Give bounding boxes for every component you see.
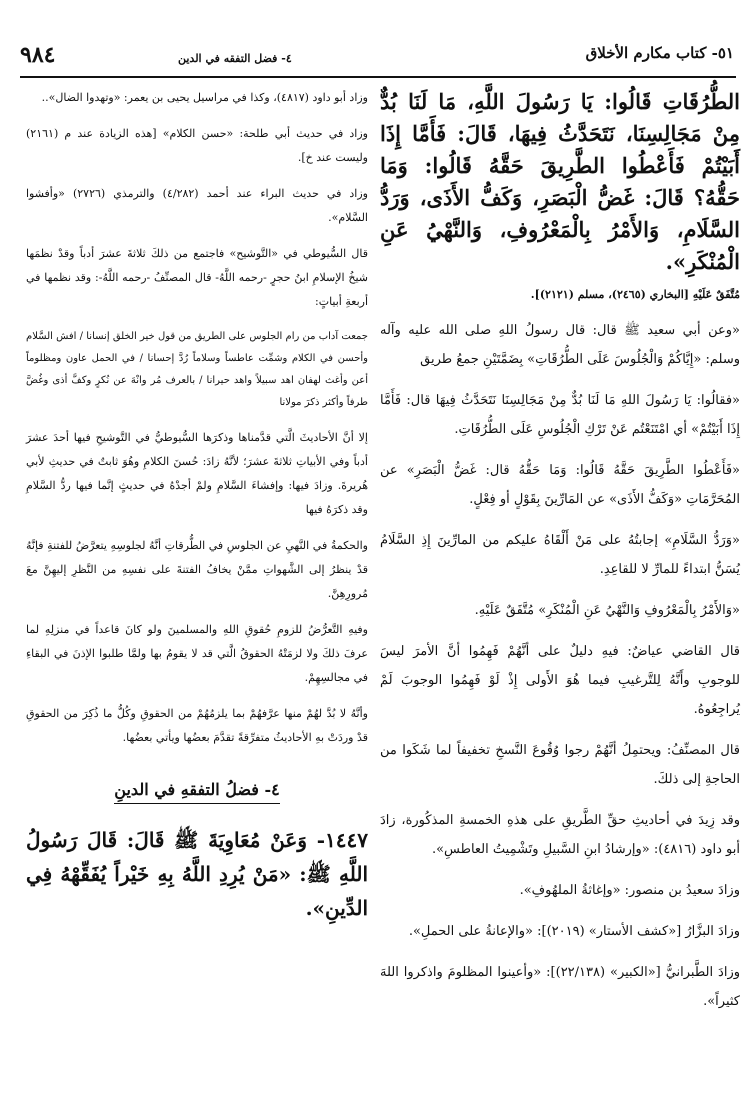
section-title <box>26 780 368 799</box>
commentary-paragraph: قال المصنِّفُ: ويحتمِلُ أنَّهُمْ رجوا وُقُوعَ النَّسخِ تخفيفاً لما شَكَوا من الحاجةِ إلى ذلكَ. <box>380 743 740 787</box>
page-header <box>18 40 742 80</box>
hadith-reference: مُتَّفَقٌ عَلَيْهِ [البخاري (٢٤٦٥)، مسلم (٢١٢١)]. <box>530 288 740 301</box>
commentary-paragraph: «وَرَدُّ السَّلَامِ» إجابتُهُ على مَنْ أَلْقَاهُ عليكم من المارِّينَ إِذِ السَّلَامُ يُسَنُّ ابتداءً للمارِّ لا للقاعِدِ. <box>380 533 740 577</box>
commentary-paragraph: وزادَ البزَّارُ [«كشف الأستار» (٢٠١٩)]: «والإعانةُ على الحملِ». <box>408 924 740 939</box>
commentary-paragraph: والحكمةُ في النَّهيِ عن الجلوسِ في الطُّرقاتِ أنَّهُ لجلوسِهِ يتعرَّضُ للفتنةِ فإنَّهُ قدْ ينظرُ إلى الشَّهواتِ ممَّنْ يخافُ الفتنةَ على نفسِهِ من النَّظرِ إليهِنَّ معَ مُرورِهِنَّ. <box>26 539 368 600</box>
commentary-paragraph: «فَأَعْطُوا الطَّرِيقَ حَقَّهُ قَالُوا: وَمَا حَقُّهُ قال: غَضُّ الْبَصَرِ» عن المُحَرَّمَاتِ «وَكَفُّ الأَذَى» عن المَارِّينَ بِقَوْلٍ أو فِعْلٍ. <box>380 463 740 507</box>
commentary-paragraph: وفيهِ التَّعرُّضُ للزومِ حُقوقِ اللهِ والمسلمينَ ولو كانَ قاعداً في منزلِهِ لما عرفَ ذلكَ ولا لزمَتْهُ الحقوقُ الَّتي قد لا يقومُ بها ولمَّا طلبوا الإذنَ في البقاءِ في مجالسِهِمْ. <box>26 623 368 684</box>
commentary-paragraph: وزاد في حديث البراء عند أحمد (٤/٢٨٢) والترمذي (٢٧٢٦) «وأفشوا السَّلام». <box>26 187 368 224</box>
section-title-text: ٤- فضلُ التفقهِ في الدينِ <box>114 780 279 804</box>
chapter-title: ٤- فضل التفقه في الدين <box>178 52 292 65</box>
commentary-paragraph: إلا أنَّ الأحاديثَ الَّتي قدَّمناها وذكرَها السُّيوطيُّ في التَّوشيحِ فيها أحدَ عشرَ أدباً وفي الأبياتِ ثلاثةَ عشرَ؛ لأنَّهُ زادَ: حُسنَ الكلامِ وهُوَ ثابتٌ في حديثِ لأبي هُريرةَ. وزادَ فيها: وإفشاءَ السَّلامِ ولمْ أجدْهُ في حديثٍ إنَّما فيها ردُّ السَّلامِ وقد ذكرَهُ فيها <box>26 431 368 516</box>
commentary-paragraph: وقد زِيدَ في أحاديثِ حقِّ الطَّريقِ على هذهِ الخمسةِ المذكُورة، زادَ أبو داود (٤٨١٦): «وإرشادُ ابنِ السَّبيلِ وتَشْمِيتُ العاطسِ». <box>380 813 740 857</box>
commentary-paragraph: قال السُّيوطي في «التَّوشيح» فاجتمع من ذلكَ ثلاثةَ عشرَ أدباً وقدْ نظمَها شيخُ الإسلامِ ابنُ حجرٍ -رحمه اللَّهُ- قال المصنِّفُ -رحمه اللَّهُ-: وقد نظمها في أربعةِ أبياتٍ: <box>26 247 368 308</box>
commentary-paragraph: وزادَ الطَّبرانيُّ [«الكبير» (٢٢/١٣٨)]: «وأعينوا المظلومَ واذكروا اللهَ كثيراً». <box>380 965 740 1009</box>
commentary-paragraph: «وَالأَمْرُ بِالْمَعْرُوفِ وَالنَّهْيُ عَنِ الْمُنْكَرِ» مُتَّفَقٌ عَلَيْهِ. <box>474 603 740 618</box>
commentary-paragraph: وزاد في حديث أبي طلحة: «حسن الكلام» [هذه الزيادة عند م (٢١٦١) وليست عند خ]. <box>26 127 368 164</box>
page-number: ٩٨٤ <box>20 42 56 68</box>
commentary-paragraph: وزاد أبو داود (٤٨١٧)، وكذا في مراسيل يحيى بن يعمر: «وتهدوا الضال».. <box>41 91 368 104</box>
commentary-paragraph: قال القاضي عياضٌ: فيهِ دليلٌ على أنَّهُمْ فَهِمُوا أنَّ الأمرَ ليسَ للوجوبِ وأَنَّهُ لِلتَّرغيبِ فيما هُوَ الأَولى إِذْ لَوْ فَهِمُوا الوجوبَ لَمْ يُراجِعُوهُ. <box>380 644 740 717</box>
commentary-paragraph: وزادَ سعيدُ بن منصور: «وإغاثةُ الملهُوفِ». <box>519 883 740 898</box>
book-title: ٥١- كتاب مكارم الأخلاق <box>585 44 734 62</box>
hadith-text: ١٤٤٧- وَعَنْ مُعَاوِيَةَ ﷺ قَالَ: قَالَ رَسُولُ اللَّهِ ﷺ: «مَنْ يُرِدِ اللَّهُ بِهِ خَيْراً يُفَقِّهْهُ فِي الدِّينِ». <box>26 828 368 920</box>
commentary-paragraph: «فقالُوا: يَا رَسُولَ اللهِ مَا لَنَا بُدٌّ مِنْ مَجَالِسِنَا نَتَحَدَّثُ فِيهَا قال: فَأَمَّا إِذَا أَبَيْتُمْ» أي امْتَنَعْتُم عَنْ تَرْكِ الْجُلُوسِ عَلَى الطُّرُقَاتِ. <box>380 393 740 437</box>
commentary-paragraph: وأنَّهُ لا بُدَّ لهُمْ منها عرَّفهُمْ بما يلزمُهُمْ من الحقوقِ وكُلُّ ما ذُكِرَ من الحقوقِ قدْ وردَتْ بهِ الأحاديثُ متفرِّقةً تقدَّمَ بعضُها ويأتي بعضُها. <box>26 707 368 744</box>
hadith-text: الطُّرُقَاتِ قَالُوا: يَا رَسُولَ اللَّهِ، مَا لَنَا بُدٌّ مِنْ مَجَالِسِنَا، نَتَحَدَّثُ فِيهَا، قَالَ: فَأَمَّا إِذَا أَبَيْتُمْ فَأَعْطُوا الطَّرِيقَ حَقَّهُ قَالُوا: وَمَا حَقُّهُ؟ قَالَ: غَضُّ الْبَصَرِ، وَكَفُّ الأَذَى، وَرَدُّ السَّلَامِ، وَالأَمْرُ بِالْمَعْرُوفِ، وَالنَّهْيُ عَنِ الْمُنْكَرِ». <box>380 89 740 274</box>
right-column <box>380 86 740 1028</box>
commentary-paragraph: «وعن أبي سعيد ﷺ قال: قال رسولُ اللهِ صلى الله عليه وآله وسلم: «إِيَّاكُمْ وَالْجُلُوسَ عَلَى الطُّرُقَاتِ» بِضَمَّتَيْنِ جمعُ طريق <box>380 323 740 367</box>
poem-verses: جمعت آداب من رام الجلوس على الطريق من قول خير الخلق إنسانا / افش السَّلام وأحسن في الكلام وشمِّت عاطساً وسلاماً رُدَّ إحسانا / في الحمل عاون ومظلوماً أعن وأغث لهفان اهد سبيلاً واهد حيرانا / بالعرف مُر وانْهَ عن نُكرٍ وكفَّ أذى وغُضَّ طرفاً وأكثر ذكرَ مولانا <box>26 331 368 408</box>
header-rule <box>20 76 736 78</box>
left-column <box>26 86 368 937</box>
